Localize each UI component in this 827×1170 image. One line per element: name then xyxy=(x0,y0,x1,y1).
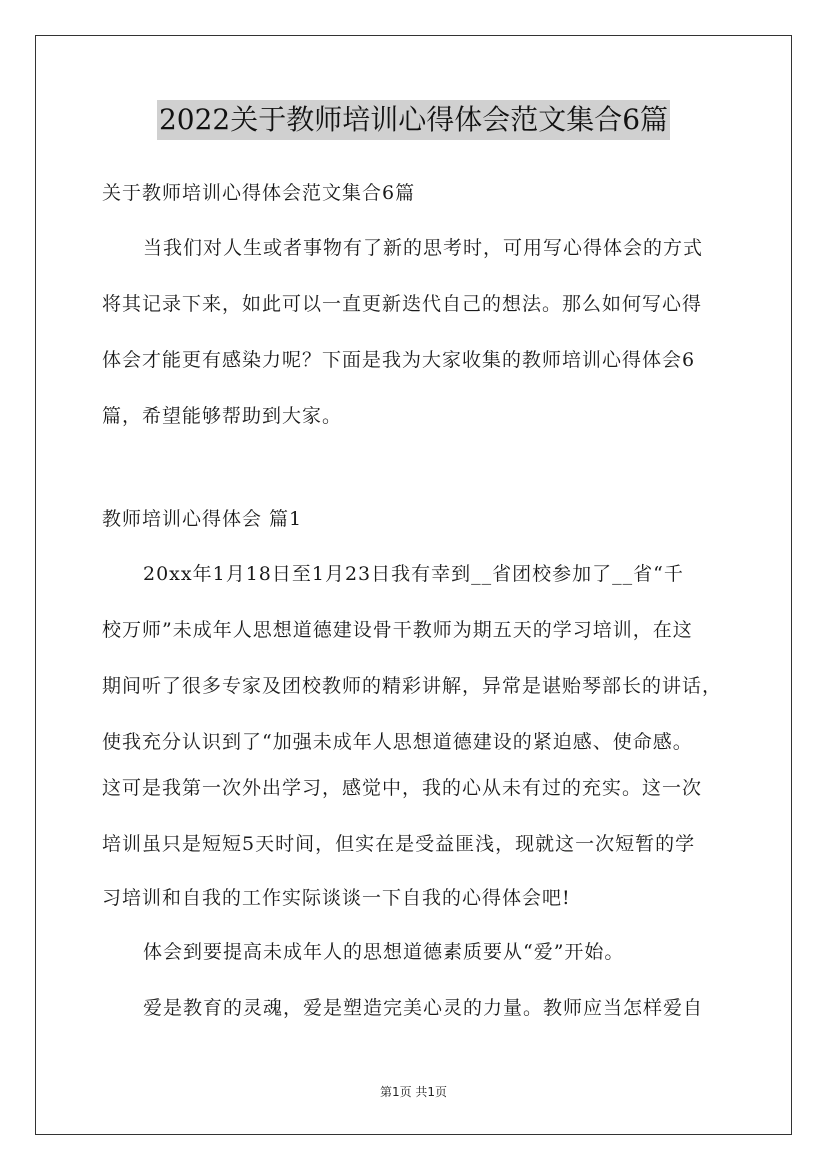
title-container xyxy=(0,100,827,140)
body-line: 校万师”未成年人思想道德建设骨干教师为期五天的学习培训，在这 xyxy=(102,619,693,641)
body-line: 习培训和自我的工作实际谈谈一下自我的心得体会吧! xyxy=(102,887,571,909)
document-subtitle: 关于教师培训心得体会范文集合6篇 xyxy=(102,182,416,204)
page-footer: 第1页 共1页 xyxy=(379,1085,448,1099)
paragraph: 爱是教育的灵魂，爱是塑造完美心灵的力量。教师应当怎样爱自 xyxy=(143,997,704,1019)
intro-line: 体会才能更有感染力呢？下面是我为大家收集的教师培训心得体会6 xyxy=(102,349,696,371)
intro-line: 当我们对人生或者事物有了新的思考时，可用写心得体会的方式 xyxy=(143,237,704,259)
section-heading: 教师培训心得体会 篇1 xyxy=(102,508,303,530)
intro-line: 篇，希望能够帮助到大家。 xyxy=(102,405,343,427)
body-line: 使我充分认识到了“加强未成年人思想道德建设的紧迫感、使命感。 xyxy=(102,731,693,753)
body-line: 期间听了很多专家及团校教师的精彩讲解，异常是谌贻琴部长的讲话， xyxy=(102,675,723,697)
body-line: 这可是我第一次外出学习，感觉中，我的心从未有过的充实。这一次 xyxy=(102,777,703,799)
paragraph: 体会到要提高未成年人的思想道德素质要从“爱”开始。 xyxy=(143,941,625,963)
document-title: 2022关于教师培训心得体会范文集合6篇 xyxy=(157,100,670,140)
intro-line: 将其记录下来，如此可以一直更新迭代自己的想法。那么如何写心得 xyxy=(102,293,703,315)
body-line: 培训虽只是短短5天时间，但实在是受益匪浅，现就这一次短暂的学 xyxy=(102,833,696,855)
body-line: 20xx年1月18日至1月23日我有幸到__省团校参加了__省“千 xyxy=(143,563,684,585)
